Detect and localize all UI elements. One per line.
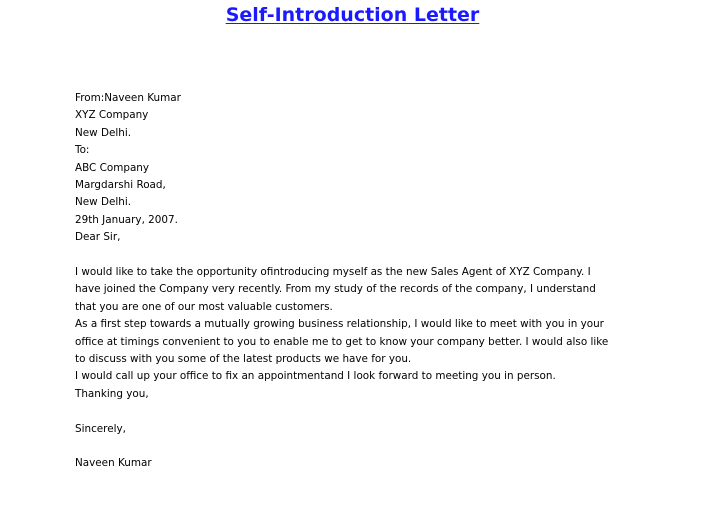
body-line: that you are one of our most valuable customers.	[75, 300, 333, 313]
body-line: have joined the Company very recently. From my study of the records of the company, I understand	[75, 283, 596, 296]
recipient-company: ABC Company	[75, 161, 150, 174]
body-line: to discuss with you some of the latest products we have for you.	[75, 353, 412, 366]
letter-body	[75, 90, 645, 473]
closing: Sincerely,	[75, 422, 126, 435]
body-line: office at timings convenient to you to enable me to get to know your company better. I would also like	[75, 335, 609, 348]
spacer	[75, 247, 645, 264]
letter-date: 29th January, 2007.	[75, 213, 178, 226]
thanks-line: Thanking you,	[75, 387, 149, 400]
sender-city: New Delhi.	[75, 126, 132, 139]
spacer	[75, 438, 645, 455]
salutation: Dear Sir,	[75, 231, 121, 244]
body-line: I would call up your office to fix an appointmentand I look forward to meeting you in person.	[75, 370, 556, 383]
sender-company: XYZ Company	[75, 109, 149, 122]
sender-line: From:Naveen Kumar	[75, 92, 181, 104]
body-line: As a first step towards a mutually growing business relationship, I would like to meet with you in your	[75, 318, 604, 331]
document-title: Self-Introduction Letter	[225, 4, 480, 26]
body-line: I would like to take the opportunity ofintroducing myself as the new Sales Agent of XYZ Company. I	[75, 266, 591, 279]
letter-paragraphs	[75, 264, 645, 403]
signature: Naveen Kumar	[75, 457, 152, 470]
recipient-city: New Delhi.	[75, 196, 132, 209]
letter-header	[75, 90, 645, 247]
spacer	[75, 403, 645, 420]
recipient-street: Margdarshi Road,	[75, 179, 166, 192]
recipient-label: To:	[75, 144, 90, 157]
